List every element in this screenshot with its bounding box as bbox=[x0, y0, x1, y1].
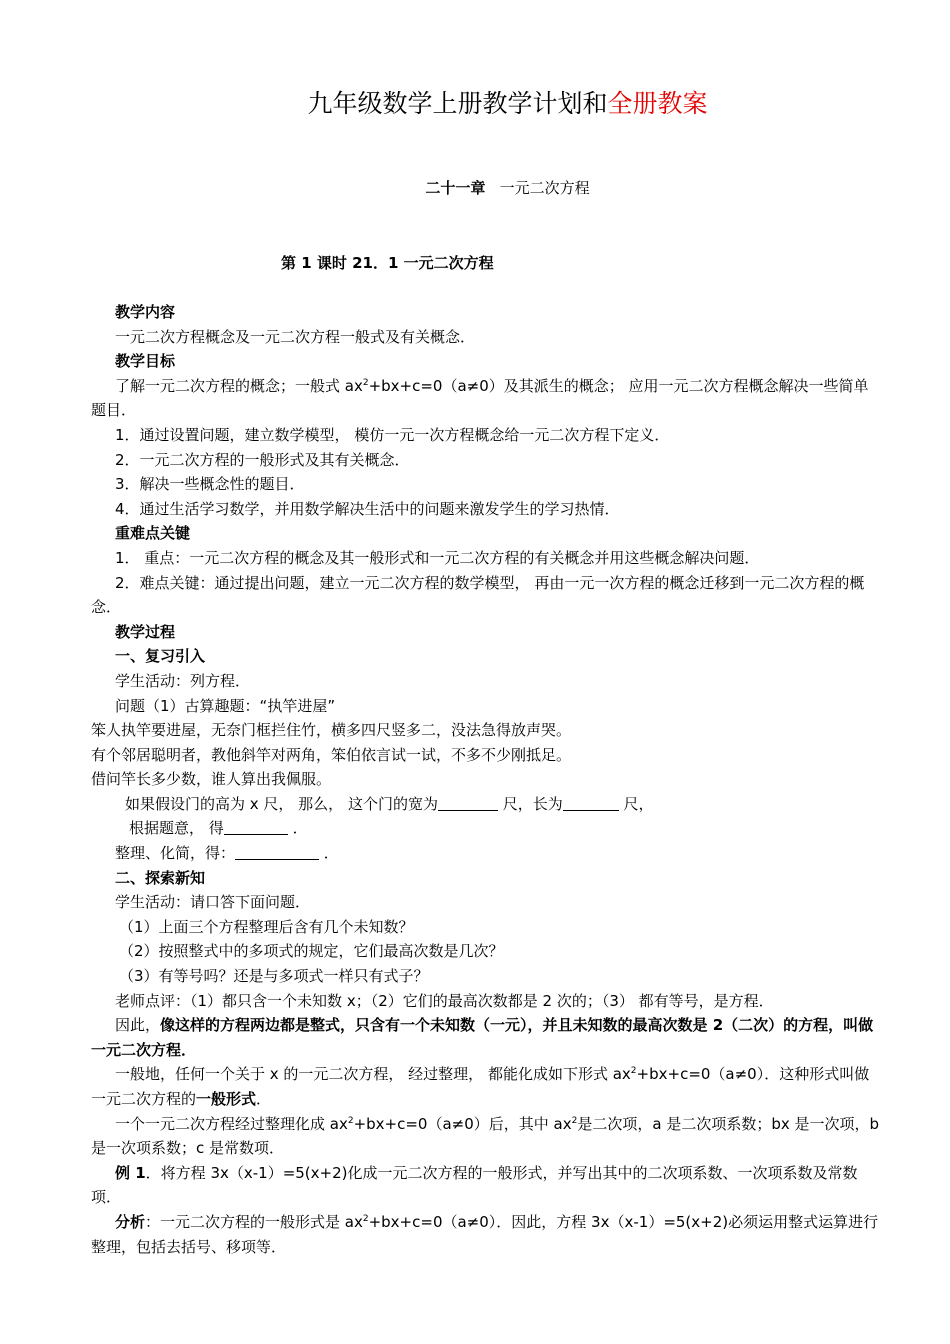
teacher-comment: 老师点评：（1）都只含一个未知数 x；（2）它们的最高次数都是 2 次的；（3） 都有等号，是方程． bbox=[115, 991, 774, 1010]
question-item: （2）按照整式中的多项式的规定，它们最高次数是几次？ bbox=[119, 942, 504, 961]
question-item: （1）上面三个方程整理后含有几个未知数？ bbox=[119, 917, 414, 936]
explore-heading: 二、探索新知 bbox=[115, 868, 206, 887]
answer-blank bbox=[563, 794, 619, 811]
goal-item: 1．通过设置问题，建立数学模型， 模仿一元一次方程概念给一元二次方程下定义． bbox=[115, 425, 670, 444]
key-heading: 重难点关键 bbox=[115, 524, 191, 543]
answer-blank bbox=[438, 794, 498, 811]
title-main: 九年级数学上册教学计划和 bbox=[307, 89, 608, 118]
example-1: 例 1．将方程 3x（x-1）=5(x+2)化成一元二次方程的一般形式，并写出其中的二次项系数、一次项系数及常数项． bbox=[91, 1163, 858, 1207]
review-heading: 一、复习引入 bbox=[115, 647, 206, 666]
key-item: 1． 重点：一元二次方程的概念及其一般形式和一元二次方程的有关概念并用这些概念解决问题． bbox=[115, 548, 760, 567]
document-title bbox=[0, 84, 950, 120]
goals-heading: 教学目标 bbox=[115, 352, 176, 371]
explore-activity: 学生活动：请口答下面问题． bbox=[115, 893, 311, 912]
goal-item: 4．通过生活学习数学，并用数学解决生活中的问题来激发学生的学习热情． bbox=[115, 499, 620, 518]
content-heading: 教学内容 bbox=[115, 303, 176, 321]
poem-line: 有个邻居聪明者，教他斜竿对两角，笨伯依言试一试，不多不少刚抵足。 bbox=[91, 745, 572, 764]
chapter-name: 一元二次方程 bbox=[499, 179, 590, 197]
goals-intro: 了解一元二次方程的概念；一般式 $ax^2+bx+c=0(a\ne 0)$及其派生的概念； 应用一元二次方程概念解决一些简单题目． bbox=[91, 376, 869, 420]
poem-line: 借问竿长多少数，谁人算出我佩服。 bbox=[91, 770, 332, 789]
title-highlight: 全册教案 bbox=[607, 89, 708, 118]
process-heading: 教学过程 bbox=[115, 622, 176, 641]
problem-title: 问题（1）古算趣题：“执竿进屋” bbox=[115, 696, 336, 715]
lesson-heading: 第 1 课时 21．1 一元二次方程 bbox=[281, 254, 494, 272]
key-item: 2．难点关键：通过提出问题，建立一元二次方程的数学模型， 再由一元一次方程的概念迁移到一元二次方程的概念． bbox=[91, 573, 865, 617]
analysis: 分析：一元二次方程的一般形式是 $ax^2+bx+c=0(a\ne 0)$．因此，方程 3x（x-1）=5(x+2)必须运用整式运算进行整理，包括去括号、移项等． bbox=[91, 1212, 879, 1256]
content-text: 一元二次方程概念及一元二次方程一般式及有关概念． bbox=[115, 327, 476, 346]
fill-line-1: 如果假设门的高为 x 尺， 那么， 这个门的宽为 尺，长为 尺， bbox=[125, 794, 654, 813]
goal-item: 2．一元二次方程的一般形式及其有关概念． bbox=[115, 450, 410, 469]
terms-definition: 一个一元二次方程经过整理化成 $ax^2+bx+c=0(a\ne 0)$后，其中 $ax^2$是二次项，a 是二次项系数；bx 是一次项，b 是一次项系数；c 是常数项． bbox=[91, 1114, 880, 1158]
poem-line: 笨人执竿要进屋，无奈门框拦住竹，横多四尺竖多二，没法急得放声哭。 bbox=[91, 721, 572, 740]
document-body bbox=[91, 300, 883, 1259]
goal-item: 3．解决一些概念性的题目． bbox=[115, 475, 305, 494]
review-activity: 学生活动：列方程． bbox=[115, 671, 251, 690]
fill-line-2: 根据题意， 得 ． bbox=[129, 819, 308, 838]
general-form: 一般地，任何一个关于 x 的一元二次方程， 经过整理， 都能化成如下形式 $ax^2+bx+c=0(a\ne 0)$．这种形式叫做一元二次方程的一般形式． bbox=[91, 1065, 870, 1108]
chapter-number: 二十一章 bbox=[425, 179, 486, 197]
fill-line-3: 整理、化简，得： ． bbox=[115, 844, 339, 863]
answer-blank bbox=[224, 818, 288, 835]
question-item: （3）有等号吗？还是与多项式一样只有式子？ bbox=[119, 967, 429, 986]
definition: 因此，像这样的方程两边都是整式，只含有一个未知数（一元），并且未知数的最高次数是 2（二次）的方程，叫做一元二次方程． bbox=[91, 1016, 874, 1059]
answer-blank bbox=[235, 843, 319, 860]
chapter-heading bbox=[0, 177, 950, 198]
